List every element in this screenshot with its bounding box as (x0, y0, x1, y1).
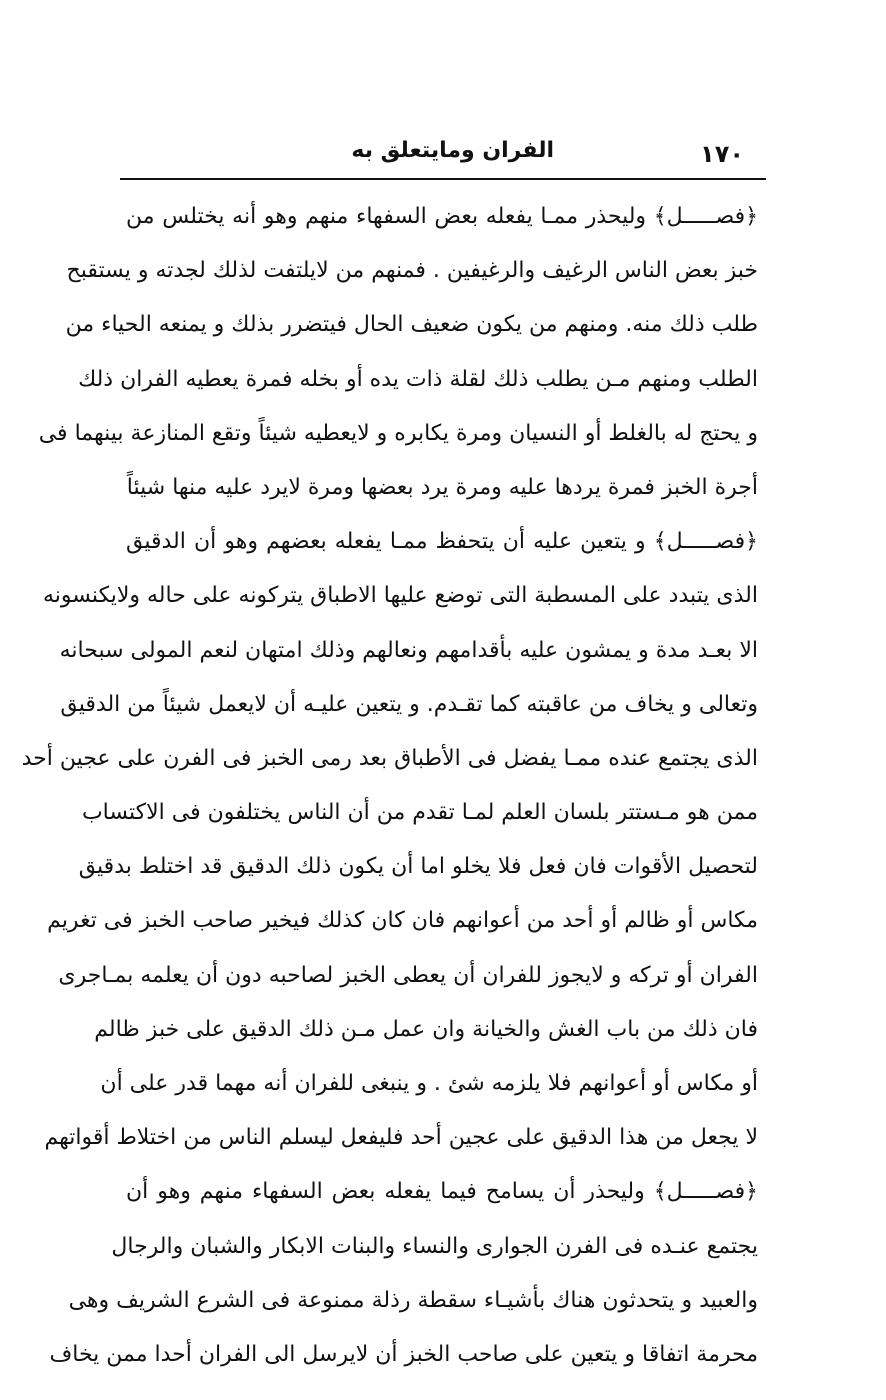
text-line: أو مكاس أو أعوانهم فلا يلزمه شئ . و ينبغى للفران أنه مهما قدر على أن (100, 1071, 758, 1096)
text-line: الذى يجتمع عنده ممـا يفضل فى الأطباق بعد رمى الخبز فى الفرن على عجين أحد (21, 745, 758, 771)
text-line: خبز بعض الناس الرغيف والرغيفين . فمنهم من لايلتفت لذلك لجدته و يستقبح (66, 258, 758, 284)
text-line: مكاس أو ظالم أو أحد من أعوانهم فان كان كذلك فيخير صاحب الخبز فى تغريم (47, 908, 758, 934)
text-line: لتحصيل الأقوات فان فعل فلا يخلو اما أن يكون ذلك الدقيق قد اختلط بدقيق (78, 854, 758, 880)
text-line: طلب ذلك منه. ومنهم من يكون ضعيف الحال فيتضرر بذلك و يمنعه الحياء من (65, 312, 758, 338)
text-line: ممن هو مـستتر بلسان العلم لمـا تقدم من أن الناس يختلفون فى الاكتساب (81, 800, 758, 826)
header-rule (120, 178, 766, 180)
text-line: محرمة اتفاقا و يتعين على صاحب الخبز أن لايرسل الى الفران أحدا ممن يخاف (49, 1341, 758, 1367)
text-line: لا يجعل من هذا الدقيق على عجين أحد فليفعل ليسلم الناس من اختلاط أقواتهم (44, 1125, 758, 1151)
text-line: فان ذلك من باب الغش والخيانة وان عمل مـن ذلك الدقيق على خبز ظالم (94, 1016, 758, 1042)
text-line: أجرة الخبز فمرة يردها عليه ومرة يرد بعضها ومرة لايرد عليه منها شيئاً (126, 474, 758, 500)
text-line: يجتمع عنـده فى الفرن الجوارى والنساء والبنات الابكار والشبان والرجال (111, 1233, 758, 1259)
text-line: الا بعـد مدة و يمشون عليه بأقدامهم ونعالهم وذلك امتهان لنعم المولى سبحانه (59, 637, 758, 663)
text-line: الطلب ومنهم مـن يطلب ذلك لقلة ذات يده أو بخله فمرة يعطيه الفران ذلك (78, 366, 758, 392)
page-number: ١٧٠ (700, 140, 744, 168)
page-header (120, 132, 766, 176)
text-line: الذى يتبدد على المسطبة التى توضع عليها الاطباق يتركونه على حاله ولايكنسونه (43, 583, 758, 609)
body-text (21, 190, 758, 1382)
text-line: و يحتج له بالغلط أو النسيان ومرة يكابره و لايعطيه شيئاً وتقع المنازعة بينهما فى (38, 420, 758, 446)
running-title: الفران ومايتعلق به (351, 138, 554, 163)
text-line: ﴿فصـــــل﴾ وليحذر ممـا يفعله بعض السفهاء منهم وهو أنه يختلس من (126, 204, 758, 229)
text-line: ﴿فصـــــل﴾ و يتعين عليه أن يتحفظ ممـا يفعله بعضهم وهو أن الدقيق (126, 529, 758, 555)
text-line: والعبيد و يتحدثون هناك بأشيـاء سقطة رذلة ممنوعة فى الشرع الشريف وهى (68, 1287, 758, 1313)
text-line: وتعالى و يخاف من عاقبته كما تقـدم. و يتعين عليـه أن لايعمل شيئاً من الدقيق (60, 691, 758, 717)
text-line: الفران أو تركه و لايجوز للفران أن يعطى الخبز لصاحبه دون أن يعلمه بمـاجرى (58, 962, 758, 988)
text-line: ﴿فصـــــل﴾ وليحذر أن يسامح فيما يفعله بعض السفهاء منهم وهو أن (126, 1179, 758, 1205)
